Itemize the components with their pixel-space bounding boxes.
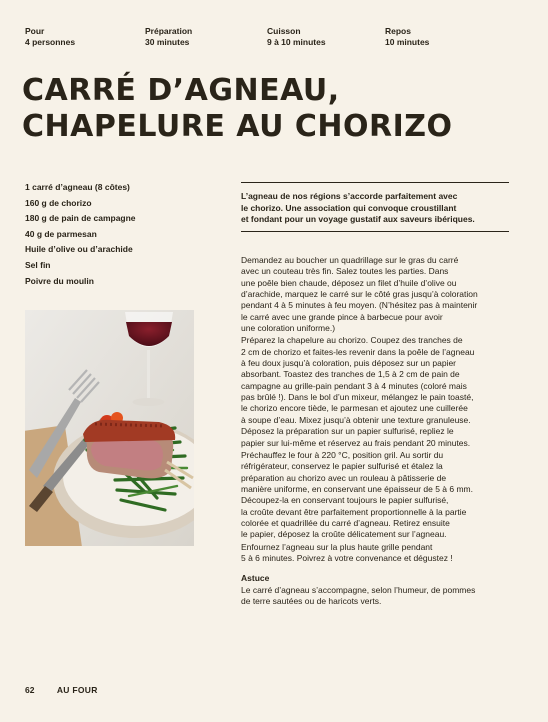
ingredient-item: Poivre du moulin (25, 275, 94, 286)
intro-line: et fondant pour un voyage gustatif aux saveurs ibériques. (241, 214, 475, 224)
intro-text (241, 191, 509, 226)
step-line: manière uniforme, en conservant une épaisseur de 5 à 6 mm. (241, 483, 473, 494)
step-line: préparation au chorizo avec un rouleau à pâtisserie de (241, 472, 447, 483)
step-line: le chorizo encore tiède, le parmesan et ajoutez une cuillerée (241, 403, 468, 414)
ingredient-list (25, 180, 215, 289)
step-paragraph (241, 255, 516, 334)
ingredient-item: Huile d’olive ou d’arachide (25, 244, 133, 255)
meta-label: Préparation (145, 26, 193, 36)
page-number: 62 (25, 685, 35, 695)
step-line: colorée et quadrillée du carré d’agneau. Retirez ensuite (241, 517, 450, 528)
ingredient-item: 1 carré d’agneau (8 côtes) (25, 182, 130, 192)
step-paragraph (241, 335, 516, 448)
tip-heading: Astuce (241, 573, 270, 584)
step-line: la croûte devant être parfaitement proportionnelle à la partie (241, 506, 467, 517)
step-line: Préchauffez le four à 220 °C, position gril. Au sortir du (241, 449, 444, 460)
dish-photo (25, 310, 194, 546)
step-paragraph (241, 450, 516, 541)
tip-line: de terre sautées ou de haricots verts. (241, 596, 382, 607)
tip-paragraph (241, 585, 516, 608)
intro-box (241, 182, 509, 232)
step-line: une coloration uniforme.) (241, 323, 336, 334)
step-line: 2 cm de chorizo et faites-les revenir dans la poêle de l’agneau (241, 346, 475, 357)
title-line: CHAPELURE AU CHORIZO (22, 109, 453, 144)
step-paragraph (241, 542, 516, 565)
step-line: à soupe d’eau. Mixez jusqu’à obtenir une texture granuleuse. (241, 414, 471, 425)
step-line: Déposez la préparation sur un papier sulfurisé, repliez le (241, 426, 454, 437)
meta-servings (25, 26, 75, 48)
step-line: absorbant. Toastez des tranches de 1,5 à 2 cm de pain de (241, 369, 460, 380)
ingredient-item: 160 g de chorizo (25, 197, 92, 208)
step-line: 5 à 6 minutes. Poivrez à votre convenance et dégustez ! (241, 552, 453, 563)
step-line: à feu doux jusqu’à coloration, puis déposez sur un papier (241, 358, 457, 369)
step-line: Découpez-la en conservant toujours le papier sulfurisé, (241, 495, 449, 506)
section-name: AU FOUR (56, 685, 98, 695)
ingredient-item: 180 g de pain de campagne (25, 213, 136, 224)
step-line: le papier, déposez la croûte délicatement sur l’agneau. (241, 529, 447, 540)
page-footer (25, 685, 98, 695)
tip-line: Le carré d’agneau s’accompagne, selon l’humeur, de pommes (241, 584, 476, 595)
meta-label: Cuisson (267, 26, 301, 36)
step-line: Préparez la chapelure au chorizo. Coupez des tranches de (241, 335, 463, 346)
meta-label: Pour (25, 26, 45, 36)
intro-line: le chorizo. Une association qui convoque croustillant (241, 202, 457, 213)
step-line: une poêle bien chaude, déposez un filet d’huile d’olive ou (241, 277, 457, 288)
intro-line: L’agneau de nos régions s’accorde parfaitement avec (241, 191, 458, 201)
recipe-meta (25, 26, 525, 50)
meta-rest (385, 26, 429, 48)
meta-preparation (145, 26, 192, 48)
meta-cooking (267, 26, 326, 48)
meta-value: 9 à 10 minutes (267, 37, 326, 47)
title-line: CARRÉ D’AGNEAU, (22, 73, 340, 108)
step-line: le carré avec une grande pince à barbecue pour avoir (241, 311, 443, 322)
meta-value: 10 minutes (385, 37, 430, 47)
step-line: pas brûlé !). Dans le bol d’un mixeur, mélangez le pain toasté, (241, 392, 474, 403)
meta-value: 30 minutes (145, 37, 190, 47)
step-line: réfrigérateur, conservez le papier sulfurisé et étalez la (241, 461, 443, 472)
step-line: d’arachide, marquez le carré sur le côté gras jusqu’à coloration (241, 289, 478, 300)
step-line: pendant 4 à 5 minutes à feu moyen. (N’hésitez pas à maintenir (241, 300, 478, 311)
meta-value: 4 personnes (25, 37, 76, 47)
recipe-steps (241, 255, 516, 608)
step-line: Demandez au boucher un quadrillage sur le gras du carré (241, 255, 459, 265)
meta-label: Repos (385, 26, 411, 36)
ingredient-item: 40 g de parmesan (25, 228, 97, 239)
step-line: avec un couteau très fin. Salez toutes les parties. Dans (241, 266, 449, 277)
step-line: papier sur lui-même et réservez au frais pendant 20 minutes. (241, 437, 471, 448)
step-line: Enfournez l’agneau sur la plus haute grille pendant (241, 541, 433, 552)
ingredient-item: Sel fin (25, 259, 51, 270)
step-line: campagne au grille-pain pendant 3 à 4 minutes (coloré mais (241, 380, 467, 391)
recipe-title (22, 73, 453, 145)
